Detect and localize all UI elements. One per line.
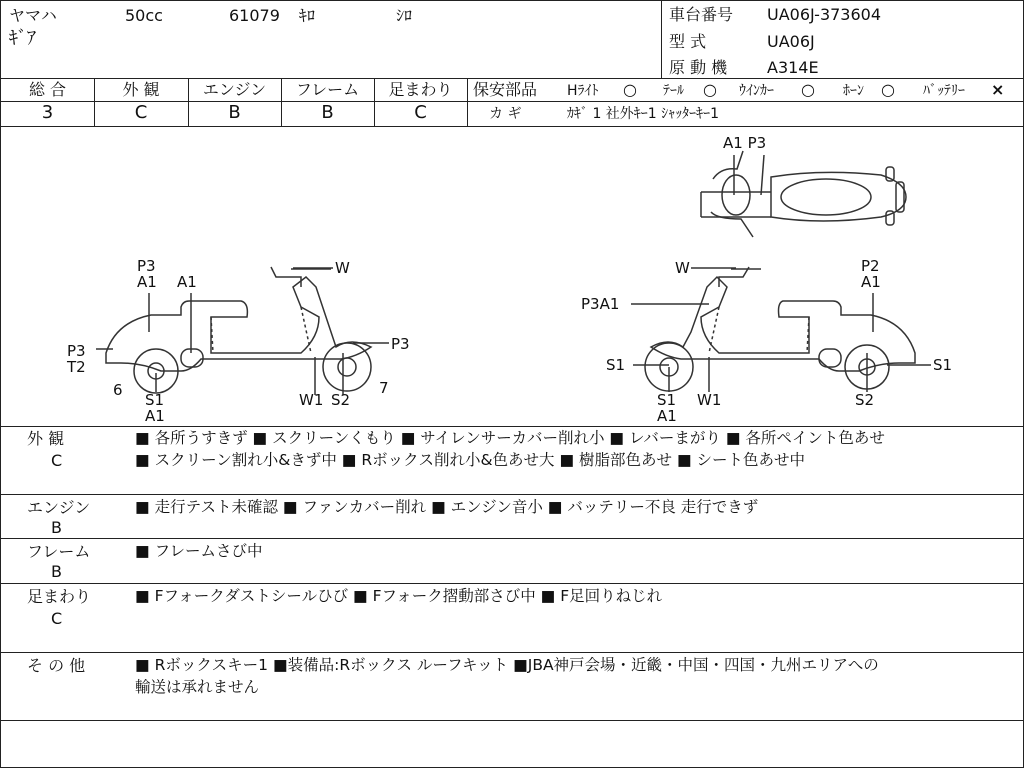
diagram-label: P3 xyxy=(137,257,156,275)
note-title-exterior: 外 観 xyxy=(27,429,65,448)
divider xyxy=(1,78,1023,79)
engine-type-value: A314E xyxy=(767,58,819,77)
diagram-label: W1 xyxy=(697,391,722,409)
diagram-label: S2 xyxy=(331,391,351,409)
grade-header-exterior: 外 観 xyxy=(122,80,160,99)
diagram-label: S1 xyxy=(606,356,626,374)
safety-parts-label: 保安部品 xyxy=(473,80,538,99)
mileage: 61079 xyxy=(229,6,280,25)
type-label: 型 式 xyxy=(669,32,707,51)
diagram-label: A1 xyxy=(861,273,881,291)
note-grade-exterior: C xyxy=(51,451,63,470)
note-grade-frame: B xyxy=(51,562,62,581)
diagram-label: 7 xyxy=(379,379,389,397)
note-grade-engine: B xyxy=(51,518,62,537)
divider xyxy=(1,538,1023,539)
type-value: UA06J xyxy=(767,32,815,51)
note-title-frame: フレーム xyxy=(27,542,91,561)
grade-engine: B xyxy=(228,102,241,123)
divider xyxy=(467,78,468,126)
note-line: ■ Rボックスキー1 ■装備品:Rボックス ルーフキット ■JBA神戸会場・近畿・中国・四国・九州エリアへの xyxy=(135,656,879,674)
model-name: ｷﾞｱ xyxy=(9,28,36,49)
diagram-label: P3 xyxy=(67,342,86,360)
diagram-label: P3A1 xyxy=(581,295,620,313)
safety-item-battery: ﾊﾞｯﾃﾘｰ xyxy=(923,83,965,99)
body-color: ｼﾛ xyxy=(396,6,413,25)
frame-number-label: 車台番号 xyxy=(669,5,734,24)
diagram-label: A1 xyxy=(137,273,157,291)
grade-header-overall: 総 合 xyxy=(28,80,67,99)
damage-diagram xyxy=(1,127,1023,427)
note-line: ■ 走行テスト未確認 ■ ファンカバー削れ ■ エンジン音小 ■ バッテリー不良 走行できず xyxy=(135,498,759,516)
key-label: カ ギ xyxy=(489,106,522,122)
safety-item-winker: ｳｲﾝｶｰ xyxy=(739,83,774,99)
diagram-label: T2 xyxy=(67,358,86,376)
note-title-other: そ の 他 xyxy=(27,656,86,675)
note-grade-suspension: C xyxy=(51,609,63,628)
grade-frame: B xyxy=(321,102,334,123)
displacement: 50cc xyxy=(125,6,163,25)
grade-exterior: C xyxy=(134,102,148,123)
diagram-label: S1 xyxy=(145,391,165,409)
safety-item-taillight: ﾃｰﾙ xyxy=(663,83,684,99)
note-line: ■ フレームさび中 xyxy=(135,542,263,560)
diagram-label: P3 xyxy=(391,335,410,353)
diagram-label: A1 P3 xyxy=(723,134,767,152)
divider xyxy=(1,720,1023,721)
engine-type-label: 原 動 機 xyxy=(669,58,728,77)
diagram-label: S2 xyxy=(855,391,875,409)
divider xyxy=(467,101,1023,102)
diagram-label: W xyxy=(675,259,690,277)
grade-overall: 3 xyxy=(41,102,54,123)
safety-mark-headlight: ○ xyxy=(623,80,637,99)
grade-header-suspension: 足まわり xyxy=(388,80,453,99)
diagram-label: A1 xyxy=(145,407,165,425)
safety-mark-taillight: ○ xyxy=(703,80,717,99)
note-title-suspension: 足まわり xyxy=(27,587,92,606)
diagram-label: W xyxy=(335,259,350,277)
diagram-label: A1 xyxy=(657,407,677,425)
frame-number: UA06J-373604 xyxy=(767,5,882,24)
divider xyxy=(1,652,1023,653)
note-line: ■ Fフォークダストシールひび ■ Fフォーク摺動部さび中 ■ F足回りねじれ xyxy=(135,587,663,605)
mileage-unit: ｷﾛ xyxy=(299,6,316,25)
diagram-label: 6 xyxy=(113,381,123,399)
safety-item-headlight: Hﾗｲﾄ xyxy=(567,83,599,99)
safety-mark-battery: × xyxy=(991,80,1005,99)
key-value: ｶｷﾞ 1 社外ｷｰ1 ｼｬｯﾀｰｷｰ1 xyxy=(567,106,720,122)
note-title-engine: エンジン xyxy=(27,498,91,517)
note-line: ■ 各所うすきず ■ スクリーンくもり ■ サイレンサーカバー削れ小 ■ レバーまがり ■ 各所ペイント色あせ xyxy=(135,429,885,447)
diagram-label: W1 xyxy=(299,391,324,409)
scooter-top-view xyxy=(701,151,906,237)
diagram-label: P2 xyxy=(861,257,880,275)
note-line: ■ スクリーン割れ小&きず中 ■ Rボックス削れ小&色あせ大 ■ 樹脂部色あせ ■ シート色あせ中 xyxy=(135,451,806,469)
header-divider xyxy=(661,1,662,78)
diagram-label: A1 xyxy=(177,273,197,291)
divider xyxy=(1,583,1023,584)
safety-mark-horn: ○ xyxy=(881,80,895,99)
grade-header-engine: エンジン xyxy=(202,80,267,99)
grade-suspension: C xyxy=(414,102,427,123)
grade-header-frame: フレーム xyxy=(295,80,360,99)
divider xyxy=(1,494,1023,495)
maker: ヤマハ xyxy=(9,6,57,25)
diagram-label: S1 xyxy=(933,356,953,374)
note-line: 輸送は承れません xyxy=(135,678,260,696)
diagram-label: S1 xyxy=(657,391,677,409)
safety-item-horn: ﾎｰﾝ xyxy=(843,83,864,99)
safety-mark-winker: ○ xyxy=(801,80,815,99)
